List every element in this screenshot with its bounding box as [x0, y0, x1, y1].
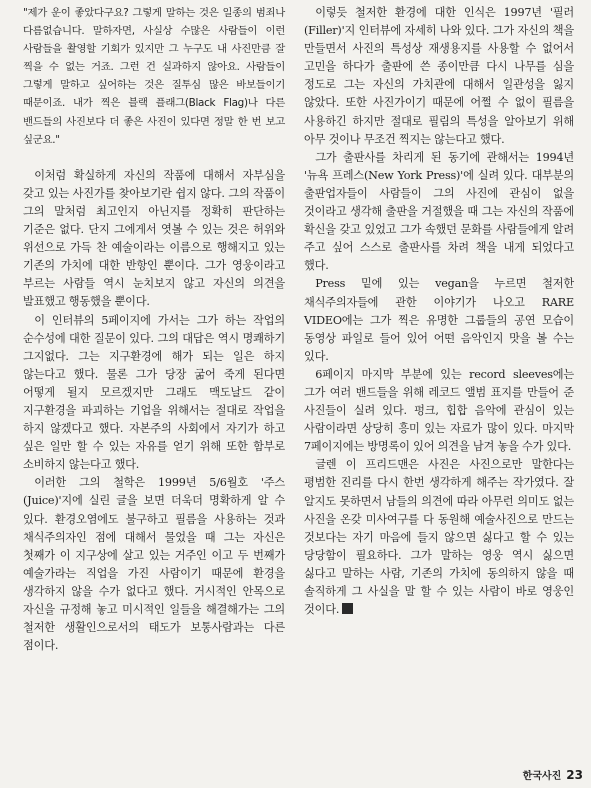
end-mark-icon: [342, 603, 353, 614]
body-paragraph: Press 밑에 있는 vegan을 누르면 철저한 채식주의자들에 관한 이야기가 나오고 RARE VIDEO에는 그가 찍은 유명한 그룹들의 공연 모습이 동영상 파일로 들어 있어 어떤 음악인지 맛을 볼 수는 있다.: [304, 277, 574, 363]
page-footer: [523, 767, 583, 782]
body-paragraph: 이 인터뷰의 5페이지에 가서는 그가 하는 작업의 순수성에 대한 질문이 있다. 그의 대답은 역시 명쾌하기 그지없다. 그는 지구환경에 해가 되는 일은 하지 않는다고 했다. 물론 그가 당장 굶어 죽게 된다면 어떻게 될지 모르겠지만 그래도 맥도날드 같이 지구환경을 파괴하는 기업을 위해서는 절대로 작업을 하지 않겠다고 했다. 자본주의 사회에서 자기가 하고 싶은 일만 할 수 있는 자유를 얻기 위해 또한 함부로 소비하지 않는다고 했다.: [23, 313, 285, 472]
body-paragraph: 6페이지 마지막 부분에 있는 record sleeves에는 그가 여러 밴드들을 위해 레코드 앨범 표지를 만들어 준 사진들이 실려 있다. 펑크, 힙합 음악에 관심이 있는 사람이라면 상당히 흥미 있는 자료가 많이 있다. 마지막 7페이지에는 방명록이 있어 의견을 남겨 놓을 수가 있다.: [304, 367, 574, 454]
body-paragraph: 그가 출판사를 차리게 된 동기에 관해서는 1994년 '뉴욕 프레스(New York Press)'에 실려 있다. 대부분의 출판업자들이 사람들이 그의 사진에 관심이 없을 것이라고 생각해 출판을 거절했을 때 그는 자신의 작품에 확신을 갖고 있었고 그가 속했던 문화를 사람들에게 알려 주고 싶어 스스로 출판사를 차려 책을 내게 되었다고 했다.: [304, 150, 574, 273]
page-number: 23: [566, 768, 583, 782]
body-paragraph: 이처럼 확실하게 자신의 작품에 대해서 자부심을 갖고 있는 사진가를 찾아보기란 쉽지 않다. 그의 작품이 그의 말처럼 최고인지 아닌지를 정확히 판단하는 기준은 없다. 단지 그에게서 엿볼 수 있는 것은 허위와 위선으로 가득 찬 예술이라는 이름으로 행해지고 있는 기존의 가치에 대한 반항인 뿐이다. 그가 영웅이라고 부르는 사람들 역시 눈치보지 않고 자신의 의견을 발표했고 행동했을 뿐이다.: [23, 168, 285, 309]
magazine-name: 한국사진: [522, 771, 562, 782]
final-paragraph: [304, 456, 574, 619]
body-paragraph: 이러한 그의 철학은 1999년 5/6월호 '주스(Juice)'지에 실린 글을 보면 더욱더 명확하게 알 수 있다. 환경오염에도 불구하고 필름을 사용하는 것과 채식주의자인 점에 대해서 물었을 때 그는 자신은 첫째가 이 지구상에 살고 있는 거주인 이고 두 번째가 예술가라는 직업을 가진 사람이기 때문에 환경을 생각하지 않을 수가 없다고 했다. 거시적인 안목으로 자신을 규정해 놓고 미시적인 일들을 해결해가는 그의 철저한 생활인으로서의 태도가 보통사람과는 다른 점이다.: [23, 476, 285, 653]
left-column: [23, 4, 285, 655]
final-paragraph-text: 글렌 이 프리드맨은 사진은 사진으로만 말한다는 평범한 진리를 다시 한번 생각하게 해주는 작가였다. 잘 알지도 못하면서 남들의 의견에 따라 아무런 의미도 없는 사진을 온갖 미사여구를 다 동원해 예술사진으로 만드는 것보다는 자기 마음에 들지 않으면 싫다고 할 수 있는 당당함이 필요하다. 그가 말하는 영웅 역시 싫으면 싫다고 말하는 사람, 기존의 가치에 동의하지 않을 때 솔직하게 그 사실을 말 할 수 있는 사람이 바로 영웅인 것이다.: [304, 458, 574, 617]
right-column: [304, 4, 574, 619]
body-paragraph: 이렇듯 철저한 환경에 대한 인식은 1997년 '필러(Filler)'지 인터뷰에 자세히 나와 있다. 그가 자신의 책을 만들면서 사진의 특성상 재생용지를 사용할 수 없어서 고민을 하다가 출판에 쓴 종이만큼 다시 나무를 심을 정도로 그는 자신의 가치관에 대해서 일관성을 잃지 않았다. 또한 사진가이기 때문에 어쩔 수 없이 필름을 사용하긴 하지만 절대로 필림의 특성을 알아보기 위해 아무 것이나 무조건 찍지는 않는다고 했다.: [304, 6, 574, 146]
interview-quote: "제가 운이 좋았다구요? 그렇게 말하는 것은 일종의 범죄나 다름없습니다. 말하자면, 사실상 수많은 사람들이 이런 사람들을 촬영할 기회가 있지만 그 누구도 내 사진만큼 잘 찍을 수 없는 거죠. 그런 건 실과하지 않아요. 사람들이 그렇게 말하고 싶어하는 것은 질투심 많은 바보들이기 때문이죠. 내가 찍은 블랙 플래그(Black Flag)나 다른 밴드들의 사진보다 더 좋은 사진이 있다면 정말 한 번 보고 싶군요.": [23, 7, 285, 146]
